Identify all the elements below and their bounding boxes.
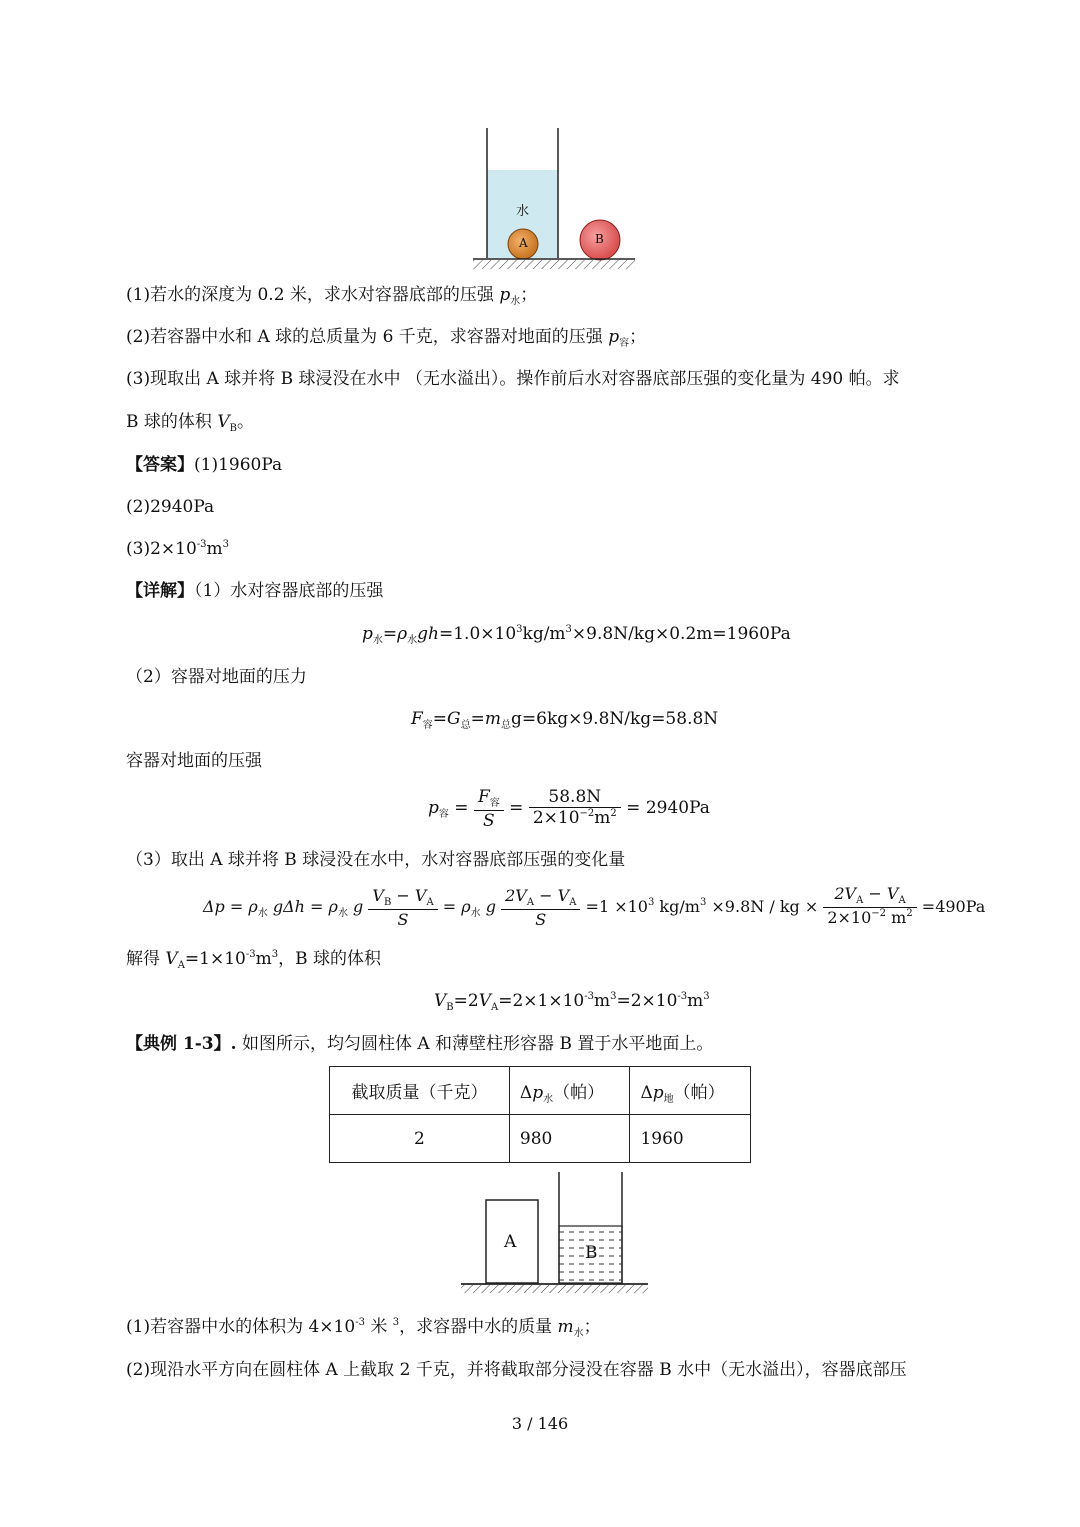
table-header-mass: 截取质量（千克） [330,1067,510,1115]
question-1-part-1: (1)若水的深度为 0.2 米，求水对容器底部的压强 $p_水$； [126,285,538,307]
example-heading: 【典例 1-3】. 如图所示，均匀圆柱体 A 和薄壁柱形容器 B 置于水平地面上。 [126,1034,714,1054]
ball-b-label: B [595,232,604,246]
question-1-part-3: (3)现取出 A 球并将 B 球浸没在水中 （无水溢出）。操作前后水对容器底部压强的变化量为 490 帕。求 [126,369,900,389]
ground-hatch [473,260,635,269]
table-row [330,1115,751,1163]
table-cell-mass: 2 [330,1115,510,1163]
detail-step-3: 容器对地面的压强 [126,751,262,771]
table-cell-dp-ground: 1960 [630,1115,751,1163]
example-question-1: (1)若容器中水的体积为 $4\times 10^{-3}$ 米 $^3$，求容器中水的质量 $m_水$； [126,1317,601,1339]
question-1-part-3-cont: B 球的体积 $V_B$。 [126,412,254,434]
table-header-dp-ground: $\Delta p_地$（帕） [630,1067,751,1115]
example-question-2: (2)现沿水平方向在圆柱体 A 上截取 2 千克，并将截取部分浸没在容器 B 水中（无水溢出），容器底部压 [126,1360,907,1380]
detail-step-5: 解得 $V_A=1\times 10^{-3}m^3$，B 球的体积 [126,949,382,971]
data-table [329,1066,751,1163]
figure-cylinder-container [458,1172,653,1297]
answer-line-2: (2)2940Pa [126,497,215,517]
water-label: 水 [516,204,530,219]
equation-5: $V_B=2V_A=2\times 1\times 10^{-3}m^3=2\times 10^{-3}m^3$ [434,991,710,1013]
container-b-label: B [585,1243,598,1263]
cylinder-a-label: A [504,1232,517,1252]
detail-step-1: 【详解】（1）水对容器底部的压强 [126,581,384,601]
detail-step-4: （3）取出 A 球并将 B 球浸没在水中，水对容器底部压强的变化量 [126,850,626,870]
table-header-dp-water: $\Delta p_水$（帕） [509,1067,630,1115]
question-1-part-2: (2)若容器中水和 A 球的总质量为 6 千克，求容器对地面的压强 $p_容$； [126,327,647,349]
equation-2: $F_容=G_总=m_总g=6kg\times 9.8N/kg=58.8N$ [411,709,719,731]
table-row [330,1067,751,1115]
page-number: 3 / 146 [511,1414,569,1433]
ball-a-label: A [519,236,528,250]
answer-line-3: $(3)2\times 10^{-3}m^3$ [126,539,230,559]
ground-hatch-2 [461,1285,648,1293]
table-cell-dp-water: 980 [509,1115,630,1163]
equation-1: $p_水=\rho_水gh=1.0\times 10^3kg/m^3\times 9.8N/kg\times 0.2m=1960Pa$ [362,624,791,646]
equation-4: $\Delta p = \rho_水$ $g\Delta h = \rho_水$ g $\frac{V_B - V_A}{S}$ = $\rho_水$ g $\frac{2V_A - V_A}{S}$ $=1 \times 10^3$ $kg/m^3 \times 9.8N$ / kg × $\frac{2V_A - V_A}{2\times 10^{-2} m^2}$ =490Pa [203,884,986,929]
detail-step-2: （2）容器对地面的压力 [126,667,307,687]
equation-3: $p_容$ = $\frac{F_容}{S}$ = $\frac{58.8N}{2\times 10^{-2}m^2}$ = 2940Pa [428,786,710,831]
answer-line-1: 【答案】(1)1960Pa [126,455,283,475]
figure-container-balls [470,128,640,273]
